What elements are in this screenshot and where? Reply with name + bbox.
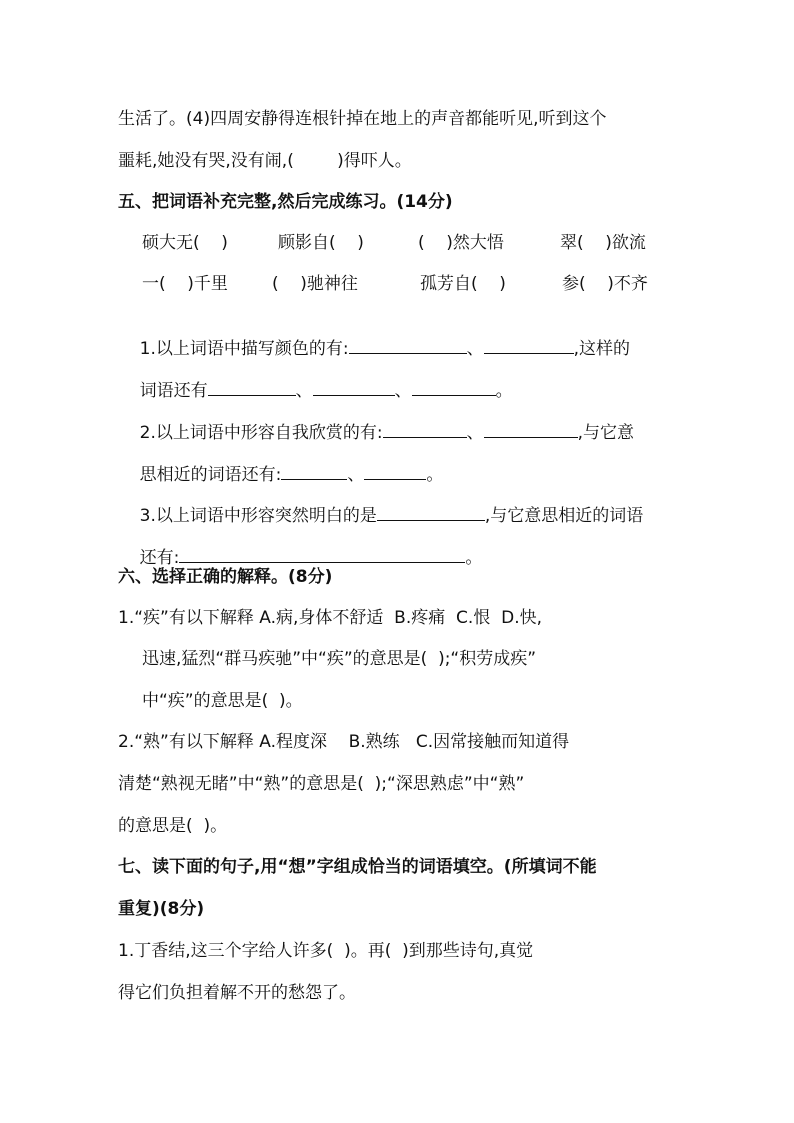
question-text: ,与它意 <box>577 423 634 443</box>
question-line: 2.“熟”有以下解释 A.程度深 B.熟练 C.因常接触而知道得 <box>118 732 570 752</box>
answer-blank[interactable] <box>313 379 395 396</box>
question-text: 2.以上词语中形容自我欣赏的有: <box>139 423 383 443</box>
question-line: 迅速,猛烈“群马疾驰”中“疾”的意思是( );“积劳成疾” <box>142 649 537 669</box>
question-text: ,这样的 <box>573 339 630 359</box>
section-five-title: 五、把词语补充完整,然后完成练习。(14分) <box>118 192 453 212</box>
separator: 、 <box>394 381 412 401</box>
answer-blank[interactable] <box>179 546 465 563</box>
question-text: 词语还有 <box>139 381 208 401</box>
section-six-title: 六、选择正确的解释。(8分) <box>118 567 333 587</box>
answer-blank[interactable] <box>377 504 485 521</box>
word-fill-item: 孤芳自( ) <box>420 274 506 294</box>
answer-blank[interactable] <box>484 421 578 438</box>
word-fill-item: 参( )不齐 <box>562 274 648 294</box>
separator: 、 <box>295 381 313 401</box>
word-fill-item: 翠( )欲流 <box>560 233 646 253</box>
section-seven-title-cont: 重复)(8分) <box>118 899 205 919</box>
question-line: 中“疾”的意思是( )。 <box>142 691 303 711</box>
text-line: 噩耗,她没有哭,没有闹,( )得吓人。 <box>118 151 412 171</box>
question-line: 得它们负担着解不开的愁怨了。 <box>118 983 356 1003</box>
answer-blank[interactable] <box>281 463 347 480</box>
question-text: 1.以上词语中描写颜色的有: <box>139 339 349 359</box>
word-fill-item: 顾影自( ) <box>278 233 364 253</box>
word-fill-item: ( )然大悟 <box>418 233 504 253</box>
question-text: 还有: <box>139 548 180 568</box>
question-text: 3.以上词语中形容突然明白的是 <box>139 506 377 526</box>
question-text: 。 <box>465 548 483 568</box>
question-text: 。 <box>495 381 513 401</box>
question-text: ,与它意思相近的词语 <box>484 506 644 526</box>
section-seven-title: 七、读下面的句子,用“想”字组成恰当的词语填空。(所填词不能 <box>118 857 597 877</box>
separator: 、 <box>466 339 484 359</box>
separator: 、 <box>347 465 365 485</box>
text-line: 生活了。(4)四周安静得连根针掉在地上的声音都能听见,听到这个 <box>118 109 607 129</box>
answer-blank[interactable] <box>484 337 574 354</box>
answer-blank[interactable] <box>412 379 496 396</box>
answer-blank[interactable] <box>364 463 426 480</box>
question-line: 的意思是( )。 <box>118 816 228 836</box>
question-line: 1.丁香结,这三个字给人许多( )。再( )到那些诗句,真觉 <box>118 941 534 961</box>
answer-blank[interactable] <box>349 337 467 354</box>
separator: 、 <box>466 423 484 443</box>
word-fill-item: ( )驰神往 <box>272 274 358 294</box>
question-line: 1.“疾”有以下解释 A.病,身体不舒适 B.疼痛 C.恨 D.快, <box>118 608 543 628</box>
answer-blank[interactable] <box>383 421 467 438</box>
question-text: 。 <box>426 465 444 485</box>
question-line: 清楚“熟视无睹”中“熟”的意思是( );“深思熟虑”中“熟” <box>118 774 525 794</box>
question-text: 思相近的词语还有: <box>139 465 282 485</box>
word-fill-item: 硕大无( ) <box>142 233 228 253</box>
answer-blank[interactable] <box>208 379 296 396</box>
word-fill-item: 一( )千里 <box>142 274 228 294</box>
